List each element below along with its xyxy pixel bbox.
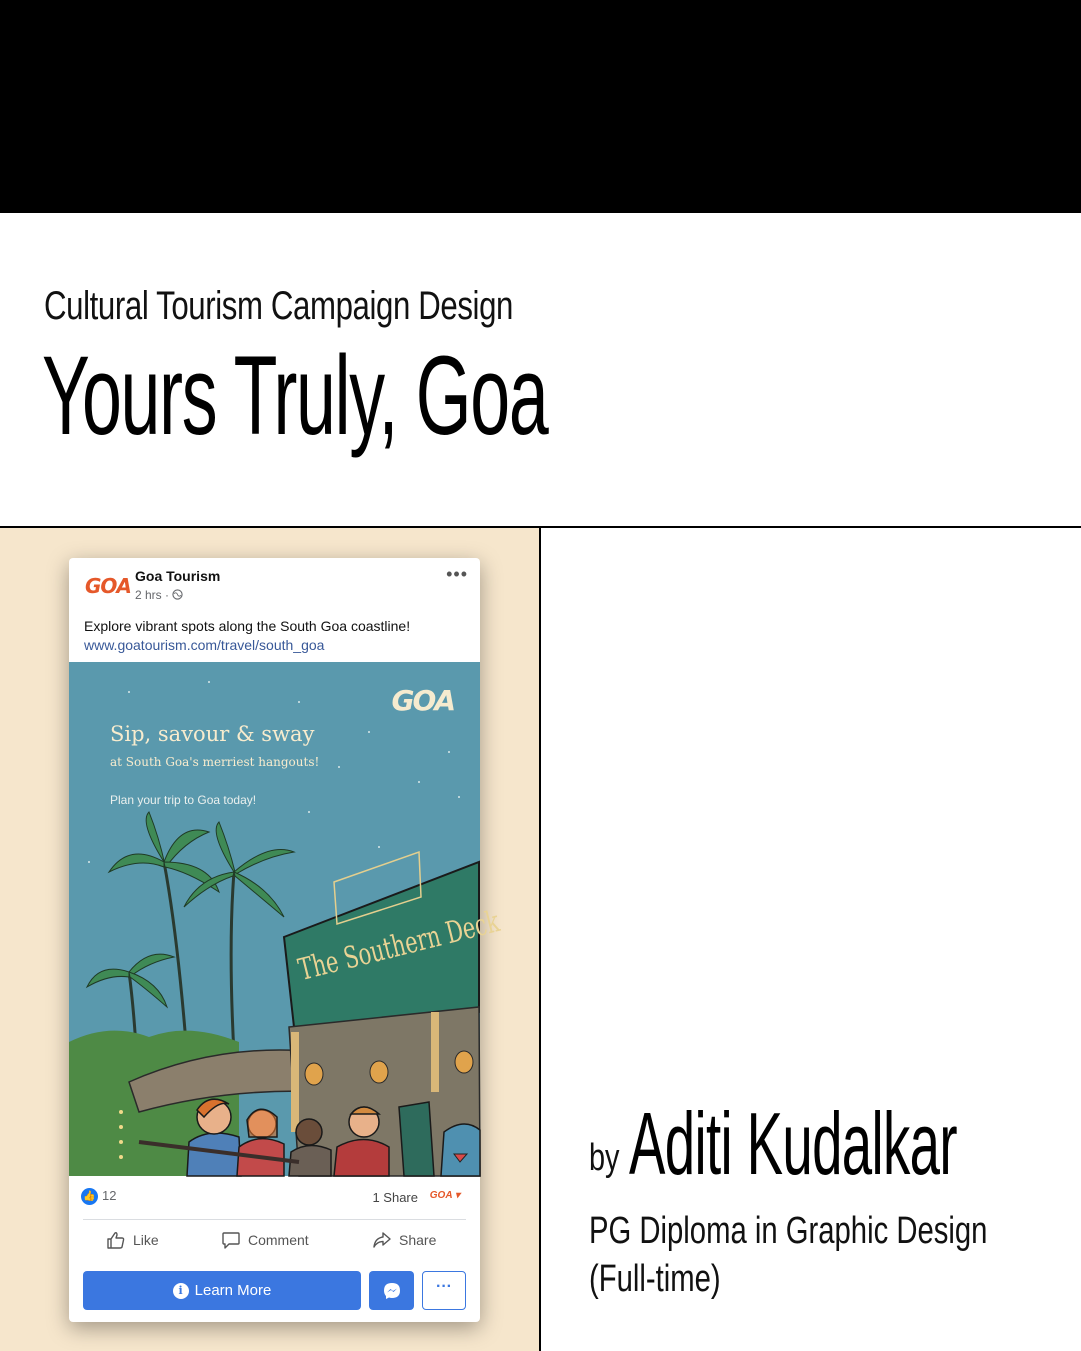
by-label: by [589,1137,620,1179]
learn-more-label: Learn More [194,1282,272,1299]
share-label: Share [399,1232,437,1248]
vertical-divider [539,527,541,1351]
post-text: Explore vibrant spots along the South Goa coastline! [84,618,411,634]
top-black-banner [0,0,1081,213]
learn-more-button[interactable] [83,1271,361,1310]
image-cta: Plan your trip to Goa today! [110,793,257,807]
program-name [589,1207,987,1303]
project-subtitle: Cultural Tourism Campaign Design [44,284,514,328]
globe-icon [172,589,183,600]
share-arrow-icon [372,1230,392,1250]
like-button[interactable] [106,1230,159,1250]
post-timestamp: 2 hrs · [135,588,183,602]
image-headline: Sip, savour & sway [110,722,315,746]
post-link[interactable]: www.goatourism.com/travel/south_goa [84,637,325,653]
comment-icon [221,1230,241,1250]
info-icon: i [173,1283,189,1299]
comment-label: Comment [248,1232,309,1248]
actions-separator [83,1219,466,1220]
project-title: Yours Truly, Goa [42,333,548,458]
share-button[interactable] [372,1230,436,1250]
post-options-button[interactable]: ••• [446,564,468,584]
image-goa-logo: GOA [391,684,454,717]
author-name: Aditi Kudalkar [629,1094,957,1193]
reactions-count[interactable]: 👍 12 [81,1188,116,1205]
goa-logo[interactable]: GOA [85,574,131,598]
like-label: Like [133,1232,159,1248]
image-subline: at South Goa's merriest hangouts! [110,755,320,769]
page-avatar-dropdown[interactable]: GOA ▾ [429,1190,460,1201]
post-image[interactable] [69,662,503,1176]
more-options-button[interactable]: ··· [422,1271,466,1310]
share-count[interactable]: 1 Share [372,1190,418,1205]
venue-sign: The Southern Deck [295,904,503,988]
thumbs-up-icon [106,1230,126,1250]
facebook-post-card [69,558,503,1322]
messenger-icon [382,1281,402,1301]
program-line-2: (Full-time) [589,1258,721,1300]
program-line-1: PG Diploma in Graphic Design [589,1210,988,1252]
byline [589,1093,1069,1193]
page-name[interactable]: Goa Tourism [135,568,221,584]
messenger-button[interactable] [369,1271,414,1310]
comment-button[interactable] [221,1230,309,1250]
like-reaction-icon: 👍 [81,1188,98,1205]
